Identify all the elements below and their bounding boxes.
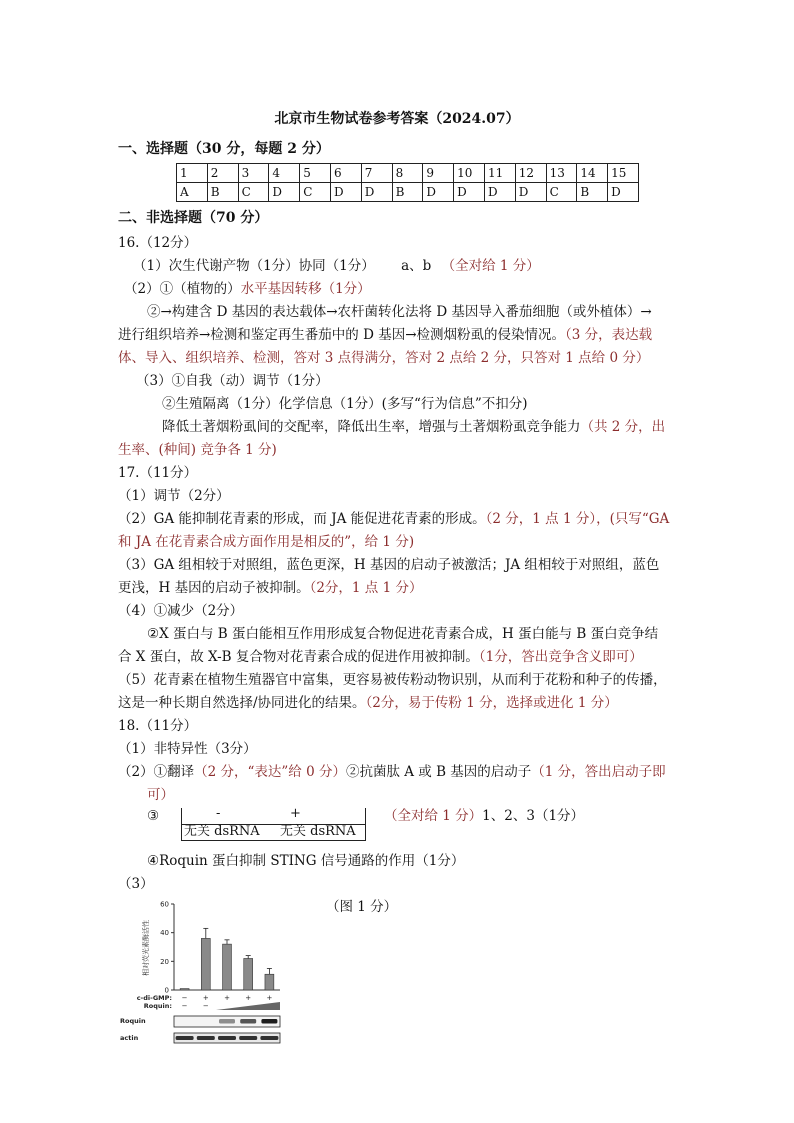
- q16-part3-line1: （3）①自我（动）调节（1分）: [136, 373, 329, 389]
- q16-part1: [133, 256, 540, 276]
- roquin-band: [240, 1019, 256, 1024]
- dsrna-answer-box: [181, 808, 366, 841]
- answer-cell: C: [546, 183, 577, 202]
- actin-band: [197, 1036, 215, 1040]
- answer-cell: D: [361, 183, 392, 202]
- q16-part3-scoring-cont: 生率、(种间) 竞争各 1 分): [118, 442, 277, 458]
- roquin-blot-bands: [219, 1019, 277, 1024]
- y-tick-label: 20: [160, 957, 169, 966]
- question-number: 12: [515, 164, 546, 183]
- q17-part5-scoring: （2分，易于传粉 1 分，选择或进化 1 分）: [365, 695, 618, 711]
- answer-cell: B: [577, 183, 608, 202]
- q16-part1-answer: （1）次生代谢产物（1分）协同（1分）: [133, 258, 375, 274]
- q17-part5-line1: （5）花青素在植物生殖器官中富集，更容易被传粉动物识别，从而利于花粉和种子的传播，: [118, 672, 667, 688]
- q17-part2-answer: （2）GA 能抑制花青素的形成，而 JA 能促进花青素的形成。: [118, 511, 486, 527]
- cdigmp-sign: +: [224, 994, 230, 1002]
- q16-heading: 16.（12分）: [118, 235, 198, 251]
- page-title: 北京市生物试卷参考答案（2024.07）: [274, 111, 520, 127]
- blot-label-actin: actin: [120, 1034, 139, 1042]
- roquin-signs: [182, 1002, 209, 1010]
- q18-part3-number: ③: [147, 808, 160, 824]
- q18-heading: 18.（11分）: [118, 718, 198, 734]
- row-label-cdigmp: c-di-GMP:: [136, 994, 172, 1002]
- q16-part2-answer: 水平基因转移（1分）: [240, 281, 371, 297]
- question-number: 5: [300, 164, 331, 183]
- q18-part1: （1）非特异性（3分）: [118, 741, 257, 757]
- q16-part2-line1: [124, 279, 371, 299]
- question-number: 7: [361, 164, 392, 183]
- roquin-sign: −: [181, 1002, 188, 1010]
- q17-part2-scoring: （2 分，1 点 1 分），(只写“GA: [485, 511, 670, 527]
- q16-part3-answer: 降低土著烟粉虱间的交配率，降低出生率，增强与土著烟粉虱竞争能力: [162, 419, 581, 435]
- question-number: 11: [484, 164, 515, 183]
- answer-cell: A: [177, 183, 208, 202]
- question-number: 13: [546, 164, 577, 183]
- bar: [244, 958, 253, 990]
- answer-cell: D: [484, 183, 515, 202]
- bar-chart: [118, 898, 288, 1048]
- answer-table-number-row: [177, 164, 639, 183]
- q16-part1-ab: a、b: [401, 258, 432, 274]
- bar: [265, 974, 274, 990]
- y-tick-label: 0: [164, 986, 169, 995]
- roquin-band: [261, 1019, 277, 1024]
- q17-part5-answer: 这是一种长期自然选择/协同进化的结果。: [118, 695, 366, 711]
- cdigmp-sign: +: [202, 994, 209, 1002]
- question-number: 1: [177, 164, 208, 183]
- actin-band: [176, 1036, 194, 1040]
- q17-part4-answer: 合 X 蛋白，故 X-B 复合物对花青素合成的促进作用被抑制。: [118, 649, 479, 665]
- q17-part2-line1: [118, 509, 669, 529]
- q16-part2-line2: ②→构建含 D 基因的表达载体→农杆菌转化法将 D 基因导入番茄细胞（或外植体）→: [147, 304, 652, 320]
- y-ticks: [160, 901, 174, 995]
- q18-part3-scoring: （全对给 1 分）: [384, 808, 483, 824]
- q17-part4-line1: （4）①减少（2分）: [118, 603, 244, 619]
- q16-part3-scoring: （共 2 分，出: [580, 419, 666, 435]
- question-number: 15: [608, 164, 639, 183]
- q17-heading: 17.（11分）: [118, 465, 198, 481]
- q17-part3-line1: （3）GA 组相较于对照组，蓝色更深，H 基因的启动子被激活；JA 组相较于对照组，蓝色: [118, 557, 660, 573]
- question-number: 3: [238, 164, 269, 183]
- cdigmp-sign: +: [245, 994, 252, 1002]
- q18-part5-label: （3）: [118, 876, 154, 892]
- answer-cell: C: [238, 183, 269, 202]
- row-label-roquin: Roquin:: [143, 1002, 172, 1010]
- answer-cell: D: [515, 183, 546, 202]
- section1-heading: 一、选择题（30 分，每题 2 分）: [118, 141, 330, 157]
- dsrna-left-label: 无关 dsRNA: [184, 824, 260, 839]
- roquin-sign: −: [202, 1002, 209, 1010]
- actin-band: [239, 1036, 257, 1040]
- bar: [180, 989, 189, 990]
- roquin-band: [219, 1019, 235, 1024]
- q16-part3-line3: [162, 417, 665, 437]
- answer-cell: D: [330, 183, 361, 202]
- bars: [180, 928, 274, 990]
- blot-label-roquin: Roquin: [120, 1017, 146, 1025]
- q18-part2-answer1: （2）①翻译: [118, 764, 195, 780]
- q18-part2-scoring-cont: 可）: [147, 787, 174, 803]
- answer-table-answer-row: [177, 183, 639, 202]
- q18-part2-scoring1: （2 分，“表达”给 0 分）: [194, 764, 346, 780]
- question-number: 10: [454, 164, 485, 183]
- answer-table: [176, 163, 639, 202]
- q16-part2-scoring-cont: 体、导入、组织培养、检测，答对 3 点得满分，答对 2 点给 2 分，只答对 1 点给 0 分）: [118, 350, 650, 366]
- answer-cell: D: [454, 183, 485, 202]
- q17-part1: （1）调节（2分）: [118, 488, 230, 504]
- q16-part2-scoring: （3 分，表达载: [565, 327, 653, 343]
- bar: [223, 944, 232, 990]
- answer-cell: C: [300, 183, 331, 202]
- q18-part2-answer2: ②抗菌肽 A 或 B 基因的启动子: [345, 764, 532, 780]
- actin-blot-bands: [176, 1036, 279, 1040]
- q18-figure-note: （图 1 分）: [326, 899, 398, 915]
- actin-band: [260, 1036, 278, 1040]
- q18-part4: ④Roquin 蛋白抑制 STING 信号通路的作用（1分）: [147, 853, 465, 869]
- question-number: 8: [392, 164, 423, 183]
- q17-part3-answer: 更浅，H 基因的启动子被抑制。: [118, 580, 310, 596]
- answer-cell: D: [608, 183, 639, 202]
- question-number: 2: [207, 164, 238, 183]
- question-number: 14: [577, 164, 608, 183]
- luciferase-figure: [118, 898, 288, 1048]
- bar: [201, 938, 210, 990]
- plus-sign: +: [290, 806, 301, 821]
- q16-part2-steps-end: 进行组织培养→检测和鉴定再生番茄中的 D 基因→检测烟粉虱的侵染情况。: [118, 327, 566, 343]
- q17-part2-scoring-cont: 和 JA 在花青素合成方面作用是相反的”，给 1 分): [118, 534, 415, 550]
- q16-part3-line2: ②生殖隔离（1分）化学信息（1分）(多写“行为信息”不扣分): [162, 396, 528, 412]
- y-tick-label: 60: [160, 900, 169, 909]
- answer-cell: B: [392, 183, 423, 202]
- cdigmp-sign: +: [266, 994, 273, 1002]
- q17-part4-line3: [118, 647, 643, 667]
- question-number: 9: [423, 164, 454, 183]
- q16-part2-line3: [118, 325, 652, 345]
- answer-cell: D: [423, 183, 454, 202]
- q18-part3-scoring-line: [384, 806, 584, 826]
- answer-cell: B: [207, 183, 238, 202]
- roquin-gradient-wedge: [216, 1002, 280, 1010]
- q17-part4-scoring: （1分，答出竞争含义即可）: [478, 649, 643, 665]
- q18-part2-scoring2: （1 分，答出启动子即: [531, 764, 666, 780]
- y-axis-label: 相对荧光素酶活性: [142, 920, 150, 976]
- dsrna-right-label: 无关 dsRNA: [280, 824, 356, 839]
- q17-part5-line2: [118, 693, 618, 713]
- q18-part3-answer: 1、2、3（1分）: [482, 808, 585, 824]
- q16-part1-note: （全对给 1 分）: [441, 258, 540, 274]
- q16-part2-prefix: （2）①（植物的）: [124, 281, 241, 297]
- q17-part4-line2: ②X 蛋白与 B 蛋白能相互作用形成复合物促进花青素合成，H 蛋白能与 B 蛋白竞争结: [147, 626, 659, 642]
- minus-sign: -: [216, 806, 221, 821]
- q17-part3-scoring: （2分，1 点 1 分）: [309, 580, 423, 596]
- q18-part2-line1: [118, 762, 666, 782]
- answer-cell: D: [269, 183, 300, 202]
- q17-part3-line2: [118, 578, 422, 598]
- cdigmp-signs: [182, 994, 273, 1002]
- y-tick-label: 40: [160, 929, 169, 938]
- question-number: 4: [269, 164, 300, 183]
- section2-heading: 二、非选择题（70 分）: [118, 210, 269, 226]
- question-number: 6: [330, 164, 361, 183]
- actin-band: [218, 1036, 236, 1040]
- cdigmp-sign: −: [181, 994, 188, 1002]
